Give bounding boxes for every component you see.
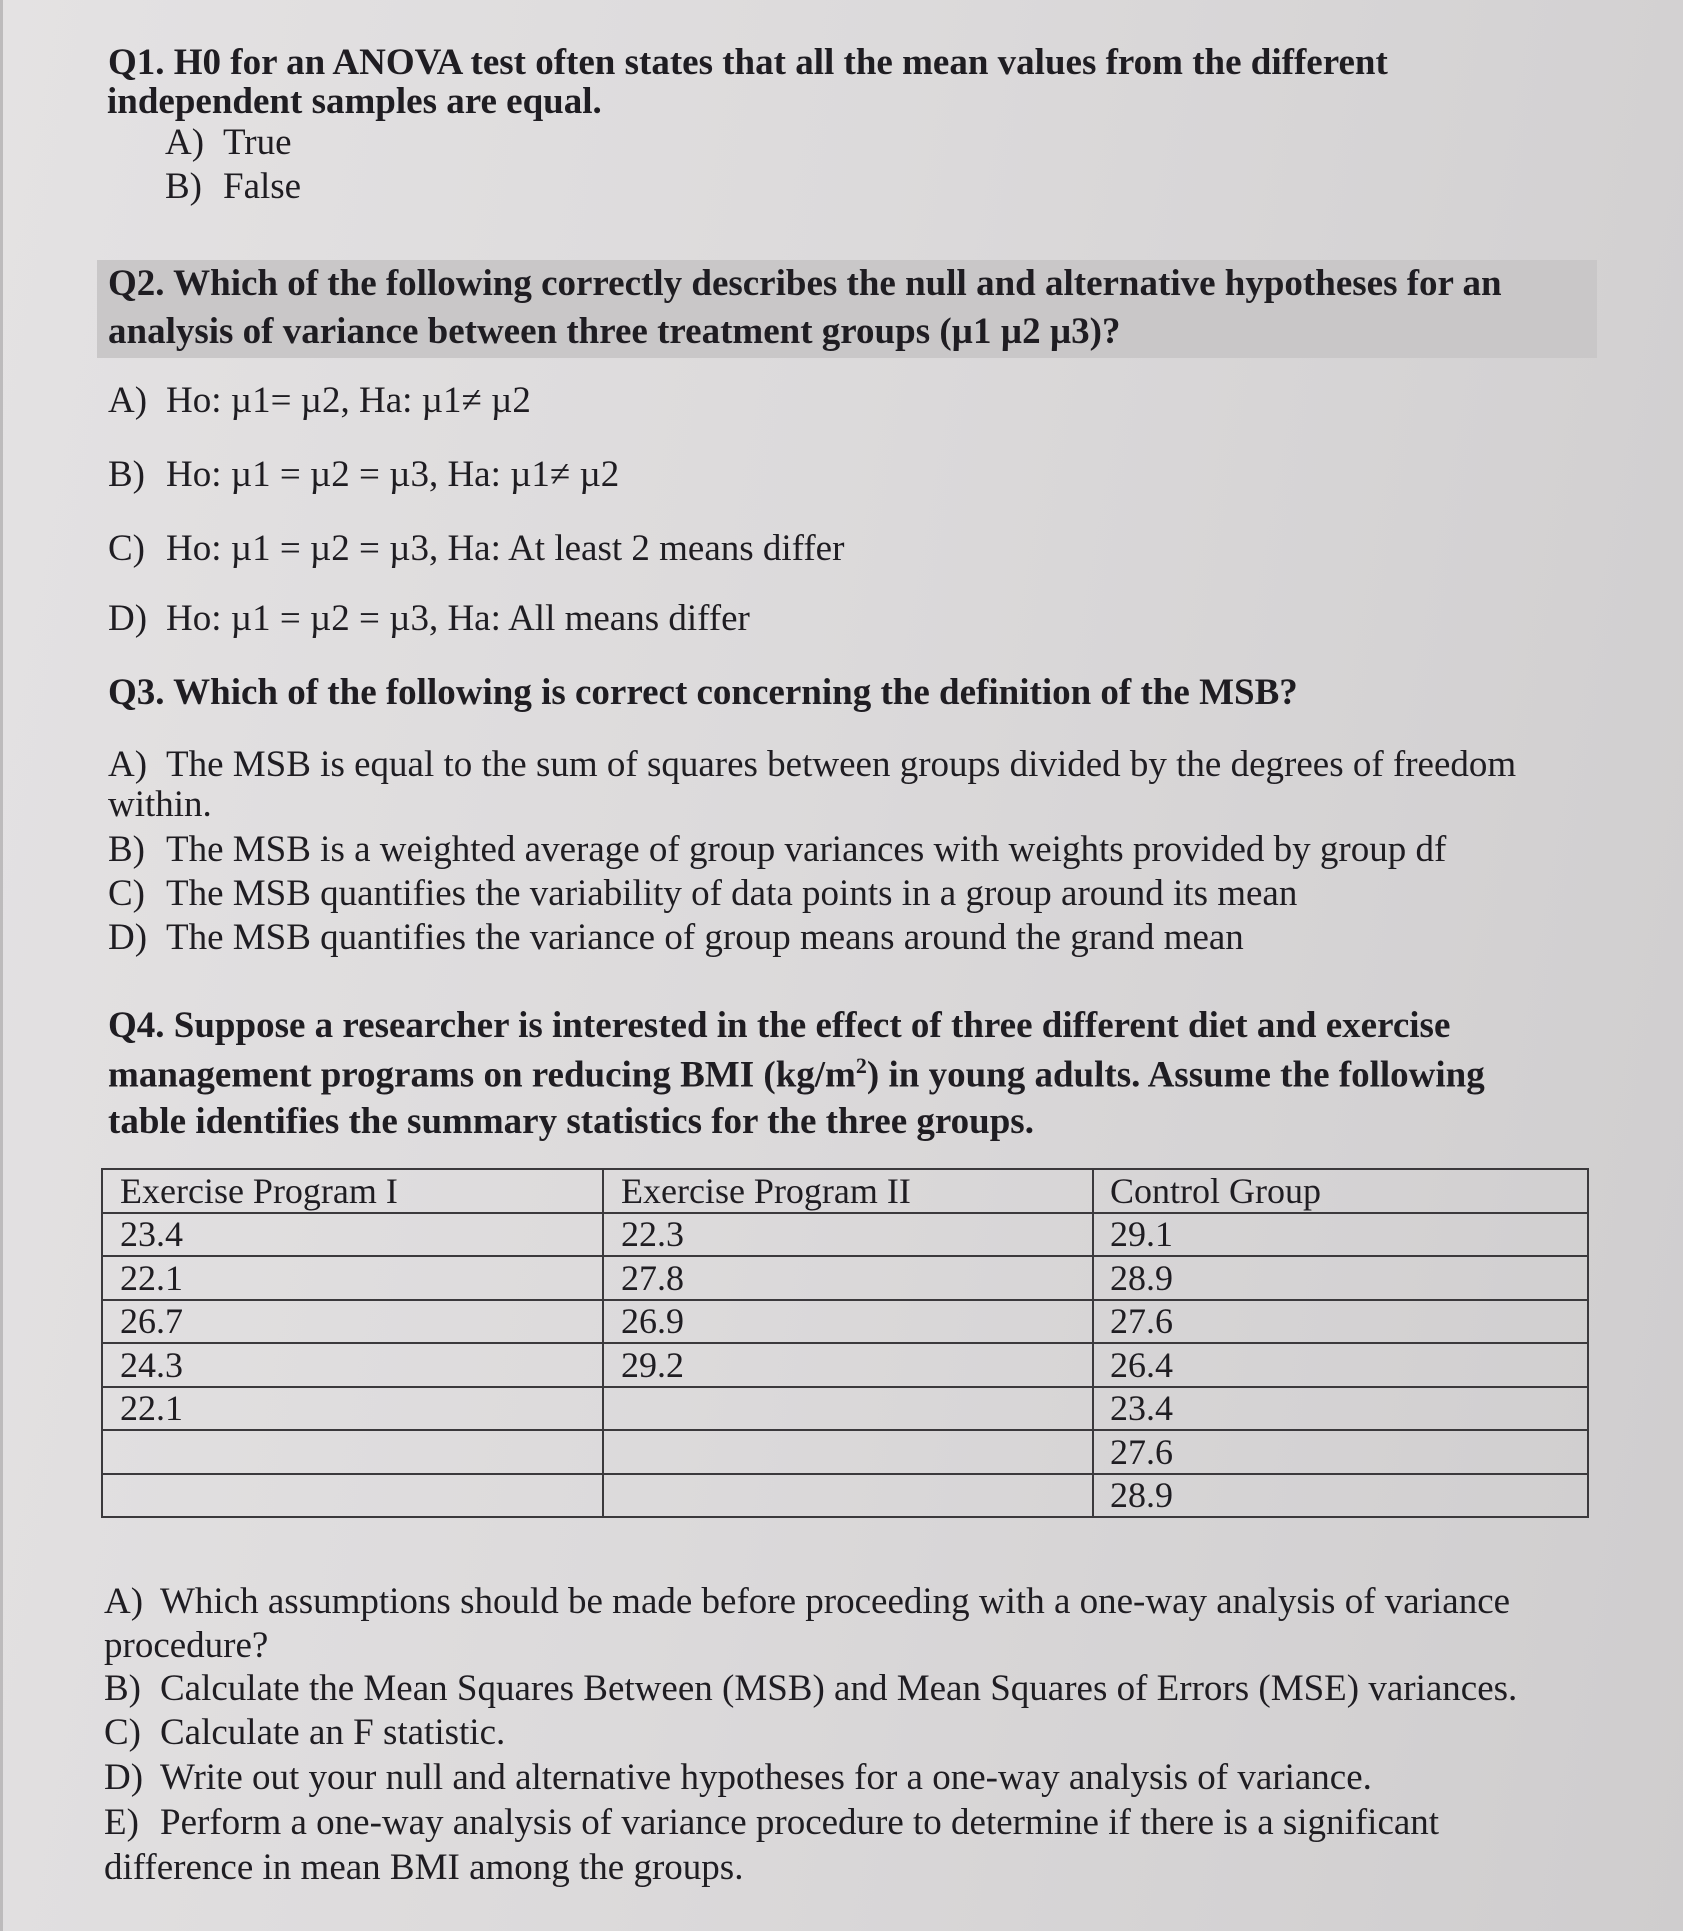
q3-option-c: [108, 875, 1297, 912]
table-cell: 23.4: [102, 1213, 603, 1257]
option-text: The MSB quantifies the variability of data points in a group around its mean: [166, 873, 1298, 914]
table-header-cell: Exercise Program I: [102, 1169, 603, 1213]
table-header-cell: Control Group: [1093, 1169, 1588, 1213]
part-letter: E): [104, 1802, 139, 1843]
table-cell: [603, 1474, 1093, 1518]
table-header-cell: Exercise Program II: [603, 1169, 1093, 1213]
q2-option-c: [108, 530, 844, 567]
part-letter: C): [104, 1712, 141, 1753]
q4-title-line3: table identifies the summary statistics for the three groups.: [108, 1101, 1034, 1142]
q1-title-line1: Q1. H0 for an ANOVA test often states that all the mean values from the different: [108, 42, 1388, 83]
option-text: Ho: µ1 = µ2 = µ3, Ha: All means differ: [166, 598, 750, 639]
q4-title-line1: Q4. Suppose a researcher is interested in the effect of three different diet and exercise: [108, 1005, 1451, 1046]
table-row: [102, 1213, 1588, 1257]
table-cell: [603, 1387, 1093, 1431]
part-text: Calculate an F statistic.: [160, 1712, 506, 1753]
q4-part-b: [104, 1670, 1517, 1707]
option-letter: A): [165, 122, 205, 163]
q2-option-d: [108, 600, 750, 637]
q1-option-a: [165, 124, 292, 161]
option-letter: A): [108, 380, 148, 421]
table-cell: 22.1: [102, 1387, 603, 1431]
table-cell: 27.8: [603, 1256, 1093, 1300]
part-letter: B): [104, 1668, 141, 1709]
q1-title-line2: independent samples are equal.: [107, 81, 602, 122]
table-cell: 22.3: [603, 1213, 1093, 1257]
option-text: Ho: µ1= µ2, Ha: µ1≠ µ2: [166, 380, 531, 421]
table-row: [102, 1474, 1588, 1518]
q4-part-a: [104, 1583, 1510, 1620]
table-cell: 27.6: [1093, 1430, 1588, 1474]
part-text: Which assumptions should be made before proceeding with a one-way analysis of variance: [160, 1581, 1511, 1622]
q4-title-line2: [108, 1053, 1485, 1096]
option-text: Ho: µ1 = µ2 = µ3, Ha: At least 2 means differ: [166, 528, 845, 569]
option-letter: B): [108, 454, 145, 495]
page-edge: [0, 0, 3, 1931]
q4-part-d: [104, 1759, 1372, 1796]
option-letter: C): [108, 873, 145, 914]
option-letter: D): [108, 917, 148, 958]
q3-title: Q3. Which of the following is correct concerning the definition of the MSB?: [108, 672, 1298, 713]
table-cell: 26.4: [1093, 1343, 1588, 1387]
part-letter: D): [104, 1757, 144, 1798]
q2-title-line2: analysis of variance between three treatment groups (µ1 µ2 µ3)?: [108, 311, 1121, 352]
option-letter: D): [108, 598, 148, 639]
table-cell: 28.9: [1093, 1474, 1588, 1518]
q3-option-a: [108, 746, 1516, 783]
superscript: 2: [855, 1053, 867, 1078]
part-text: Perform a one-way analysis of variance procedure to determine if there is a significant: [160, 1802, 1440, 1843]
q2-title-line1: Q2. Which of the following correctly describes the null and alternative hypotheses for an: [108, 263, 1502, 304]
q4-part-e-cont: difference in mean BMI among the groups.: [104, 1847, 744, 1888]
q3-option-d: [108, 919, 1244, 956]
q4-part-a-cont: procedure?: [104, 1625, 269, 1666]
table-cell: [102, 1474, 603, 1518]
table-cell: 22.1: [102, 1256, 603, 1300]
table-header-row: [102, 1169, 1588, 1213]
table-cell: 23.4: [1093, 1387, 1588, 1431]
option-text: Ho: µ1 = µ2 = µ3, Ha: µ1≠ µ2: [166, 454, 620, 495]
part-letter: A): [104, 1581, 144, 1622]
q2-option-b: [108, 456, 619, 493]
q3-option-b: [108, 831, 1446, 868]
table-row: [102, 1300, 1588, 1344]
q1-option-b: [165, 168, 301, 205]
bmi-data-table: [101, 1168, 1589, 1518]
option-letter: A): [108, 744, 148, 785]
option-text: The MSB is equal to the sum of squares between groups divided by the degrees of freedom: [166, 744, 1517, 785]
table-row: [102, 1343, 1588, 1387]
part-text: Calculate the Mean Squares Between (MSB) and Mean Squares of Errors (MSE) variances.: [160, 1668, 1518, 1709]
option-text: False: [223, 166, 302, 207]
q4-part-c: [104, 1714, 505, 1751]
option-letter: C): [108, 528, 145, 569]
q4-title-line2-part2: ) in young adults. Assume the following: [866, 1054, 1485, 1096]
table-row: [102, 1387, 1588, 1431]
table-cell: 27.6: [1093, 1300, 1588, 1344]
option-text: True: [223, 122, 292, 163]
table-cell: 28.9: [1093, 1256, 1588, 1300]
table-cell: 26.9: [603, 1300, 1093, 1344]
option-letter: B): [165, 166, 202, 207]
q4-part-e: [104, 1804, 1439, 1841]
table-cell: 26.7: [102, 1300, 603, 1344]
table-row: [102, 1430, 1588, 1474]
table-row: [102, 1256, 1588, 1300]
table-cell: [603, 1430, 1093, 1474]
option-text: The MSB is a weighted average of group variances with weights provided by group df: [166, 829, 1447, 870]
q3-option-a-cont: within.: [108, 784, 212, 825]
option-letter: B): [108, 829, 145, 870]
q4-title-line2-part1: management programs on reducing BMI (kg/m: [108, 1054, 856, 1096]
table-cell: [102, 1430, 603, 1474]
table-cell: 24.3: [102, 1343, 603, 1387]
table-cell: 29.1: [1093, 1213, 1588, 1257]
table-cell: 29.2: [603, 1343, 1093, 1387]
q2-option-a: [108, 382, 531, 419]
part-text: Write out your null and alternative hypotheses for a one-way analysis of variance.: [160, 1757, 1372, 1798]
option-text: The MSB quantifies the variance of group means around the grand mean: [166, 917, 1244, 958]
